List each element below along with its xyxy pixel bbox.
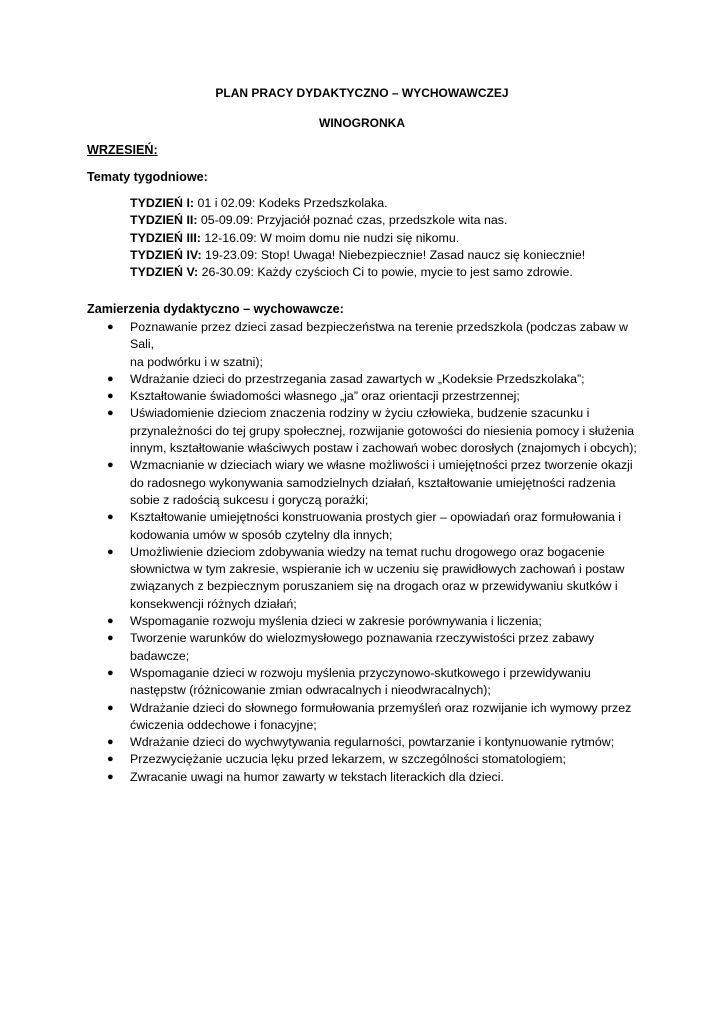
goal-item [107,509,650,544]
goal-item [107,630,650,665]
goal-line: Uświadomienie dzieciom znaczenia rodziny w życiu człowieka, budzenie szacunku i [130,406,590,421]
bullet-icon: ● [107,459,114,472]
bullet-icon: ● [107,372,114,385]
goal-line: Tworzenie warunków do wielozmysłowego poznawania rzeczywistości przez zabawy [130,631,595,646]
bullet-icon: ● [107,407,114,420]
goal-line: konsekwencji różnych działań; [130,596,297,611]
week-text: 19-23.09: Stop! Uwaga! Niebezpiecznie! Zasad naucz się koniecznie! [201,247,586,262]
bullet-icon: ● [107,321,114,333]
goal-line: słownictwa w tym zakresie, wspieranie ich w uczeniu się prawidłowych zachowań i postaw [130,562,625,577]
goal-line: Wspomaganie rozwoju myślenia dzieci w zakresie porównywania i liczenia; [130,614,542,629]
week-item [130,212,585,229]
bullet-icon: ● [107,770,114,783]
goal-line: kodowania umów w sposób czytelny dla innych; [130,527,393,542]
weekly-topics-list [130,195,585,281]
goal-line: sobie z radością sukcesu i goryczą porażki; [130,492,369,507]
goals-list [107,319,650,786]
goal-item [107,751,650,768]
goal-line: innym, kształtowanie właściwych postaw i zachowań wobec dorosłych (znajomych i obcych); [130,441,637,456]
goal-line: Zwracanie uwagi na humor zawarty w tekstach literackich dla dzieci. [130,769,504,784]
goal-item [107,544,650,613]
goal-line: Kształtowanie umiejętności konstruowania prostych gier – opowiadań oraz formułowania i [130,510,622,525]
goal-line: następstw (różnicowanie zmian odwracalnych i nieodwracalnych); [130,683,491,698]
goal-line: Wspomaganie dzieci w rozwoju myślenia przyczynowo-skutkowego i przewidywaniu [130,665,591,680]
week-label: TYDZIEŃ II: [130,213,198,228]
bullet-icon: ● [107,736,114,749]
goal-item [107,769,650,786]
goal-item [107,734,650,751]
goal-item [107,371,650,388]
bullet-icon: ● [107,632,114,645]
weekly-topics-heading: Tematy tygodniowe: [87,170,208,184]
goals-heading: Zamierzenia dydaktyczno – wychowawcze: [87,302,344,316]
week-item [130,230,585,247]
goal-line: Przezwyciężanie uczucia lęku przed lekarzem, w szczególności stomatologiem; [130,752,566,767]
group-name: WINOGRONKA [319,116,405,130]
week-item [130,247,585,264]
week-label: TYDZIEŃ III: [130,230,201,245]
goal-item [107,388,650,405]
month-heading: WRZESIEŃ: [87,143,158,157]
week-text: 01 i 02.09: Kodeks Przedszkolaka. [194,196,388,210]
bullet-icon: ● [107,511,114,524]
bullet-icon: ● [107,390,114,403]
bullet-icon: ● [107,701,114,714]
goal-line: Wdrażanie dzieci do przestrzegania zasad zawartych w „Kodeksie Przedszkolaka”; [130,371,585,386]
week-text: 26-30.09: Każdy czyścioch Ci to powie, mycie to jest samo zdrowie. [198,265,573,280]
goal-line: związanych z bezpiecznym poruszaniem się na drogach oraz w przewidywaniu skutków i [130,579,618,594]
week-label: TYDZIEŃ IV: [130,247,202,262]
goal-item [107,319,650,371]
document-title: PLAN PRACY DYDAKTYCZNO – WYCHOWAWCZEJ [215,86,509,100]
goal-item [107,665,650,700]
week-text: 12-16.09: W moim domu nie nudzi się nikomu. [200,230,460,245]
goal-line: Wdrażanie dzieci do słownego formułowania przemyśleń oraz rozwijanie ich wymowy przez [130,700,632,715]
goal-item [107,405,650,457]
bullet-icon: ● [107,753,114,766]
goal-line: przynależności do tej grupy społecznej, rozwijanie gotowości do niesienia pomocy i służenia [130,423,635,438]
goal-line: ćwiczenia oddechowe i fonacyjne; [130,717,317,732]
goal-item [107,457,650,509]
week-item [130,195,585,212]
goal-line: Wdrażanie dzieci do wychwytywania regularności, powtarzanie i kontynuowanie rytmów; [130,735,615,750]
goal-line: badawcze; [130,648,190,663]
week-text: 05-09.09: Przyjaciół poznać czas, przedszkole wita nas. [197,213,508,228]
bullet-icon: ● [107,615,114,628]
bullet-icon: ● [107,666,114,679]
week-label: TYDZIEŃ V: [130,265,199,280]
goal-item [107,613,650,630]
goal-line: Wzmacnianie w dzieciach wiary we własne możliwości i umiejętności przez tworzenie okazji [130,458,633,473]
goal-line: do radosnego wykonywania samodzielnych działań, kształtowanie umiejętności radzenia [130,475,616,490]
goal-line: Kształtowanie świadomości własnego „ja” oraz orientacji przestrzennej; [130,389,520,404]
goal-line: Umożliwienie dzieciom zdobywania wiedzy na temat ruchu drogowego oraz bogacenie [130,544,605,559]
bullet-icon: ● [107,545,114,558]
goal-line: na podwórku i w szatni); [130,354,263,369]
goal-item [107,700,650,735]
week-item [130,264,585,281]
goal-line: Poznawanie przez dzieci zasad bezpieczeństwa na terenie przedszkola (podczas zabaw w Sali, [130,320,628,352]
week-label: TYDZIEŃ I: [130,196,195,210]
